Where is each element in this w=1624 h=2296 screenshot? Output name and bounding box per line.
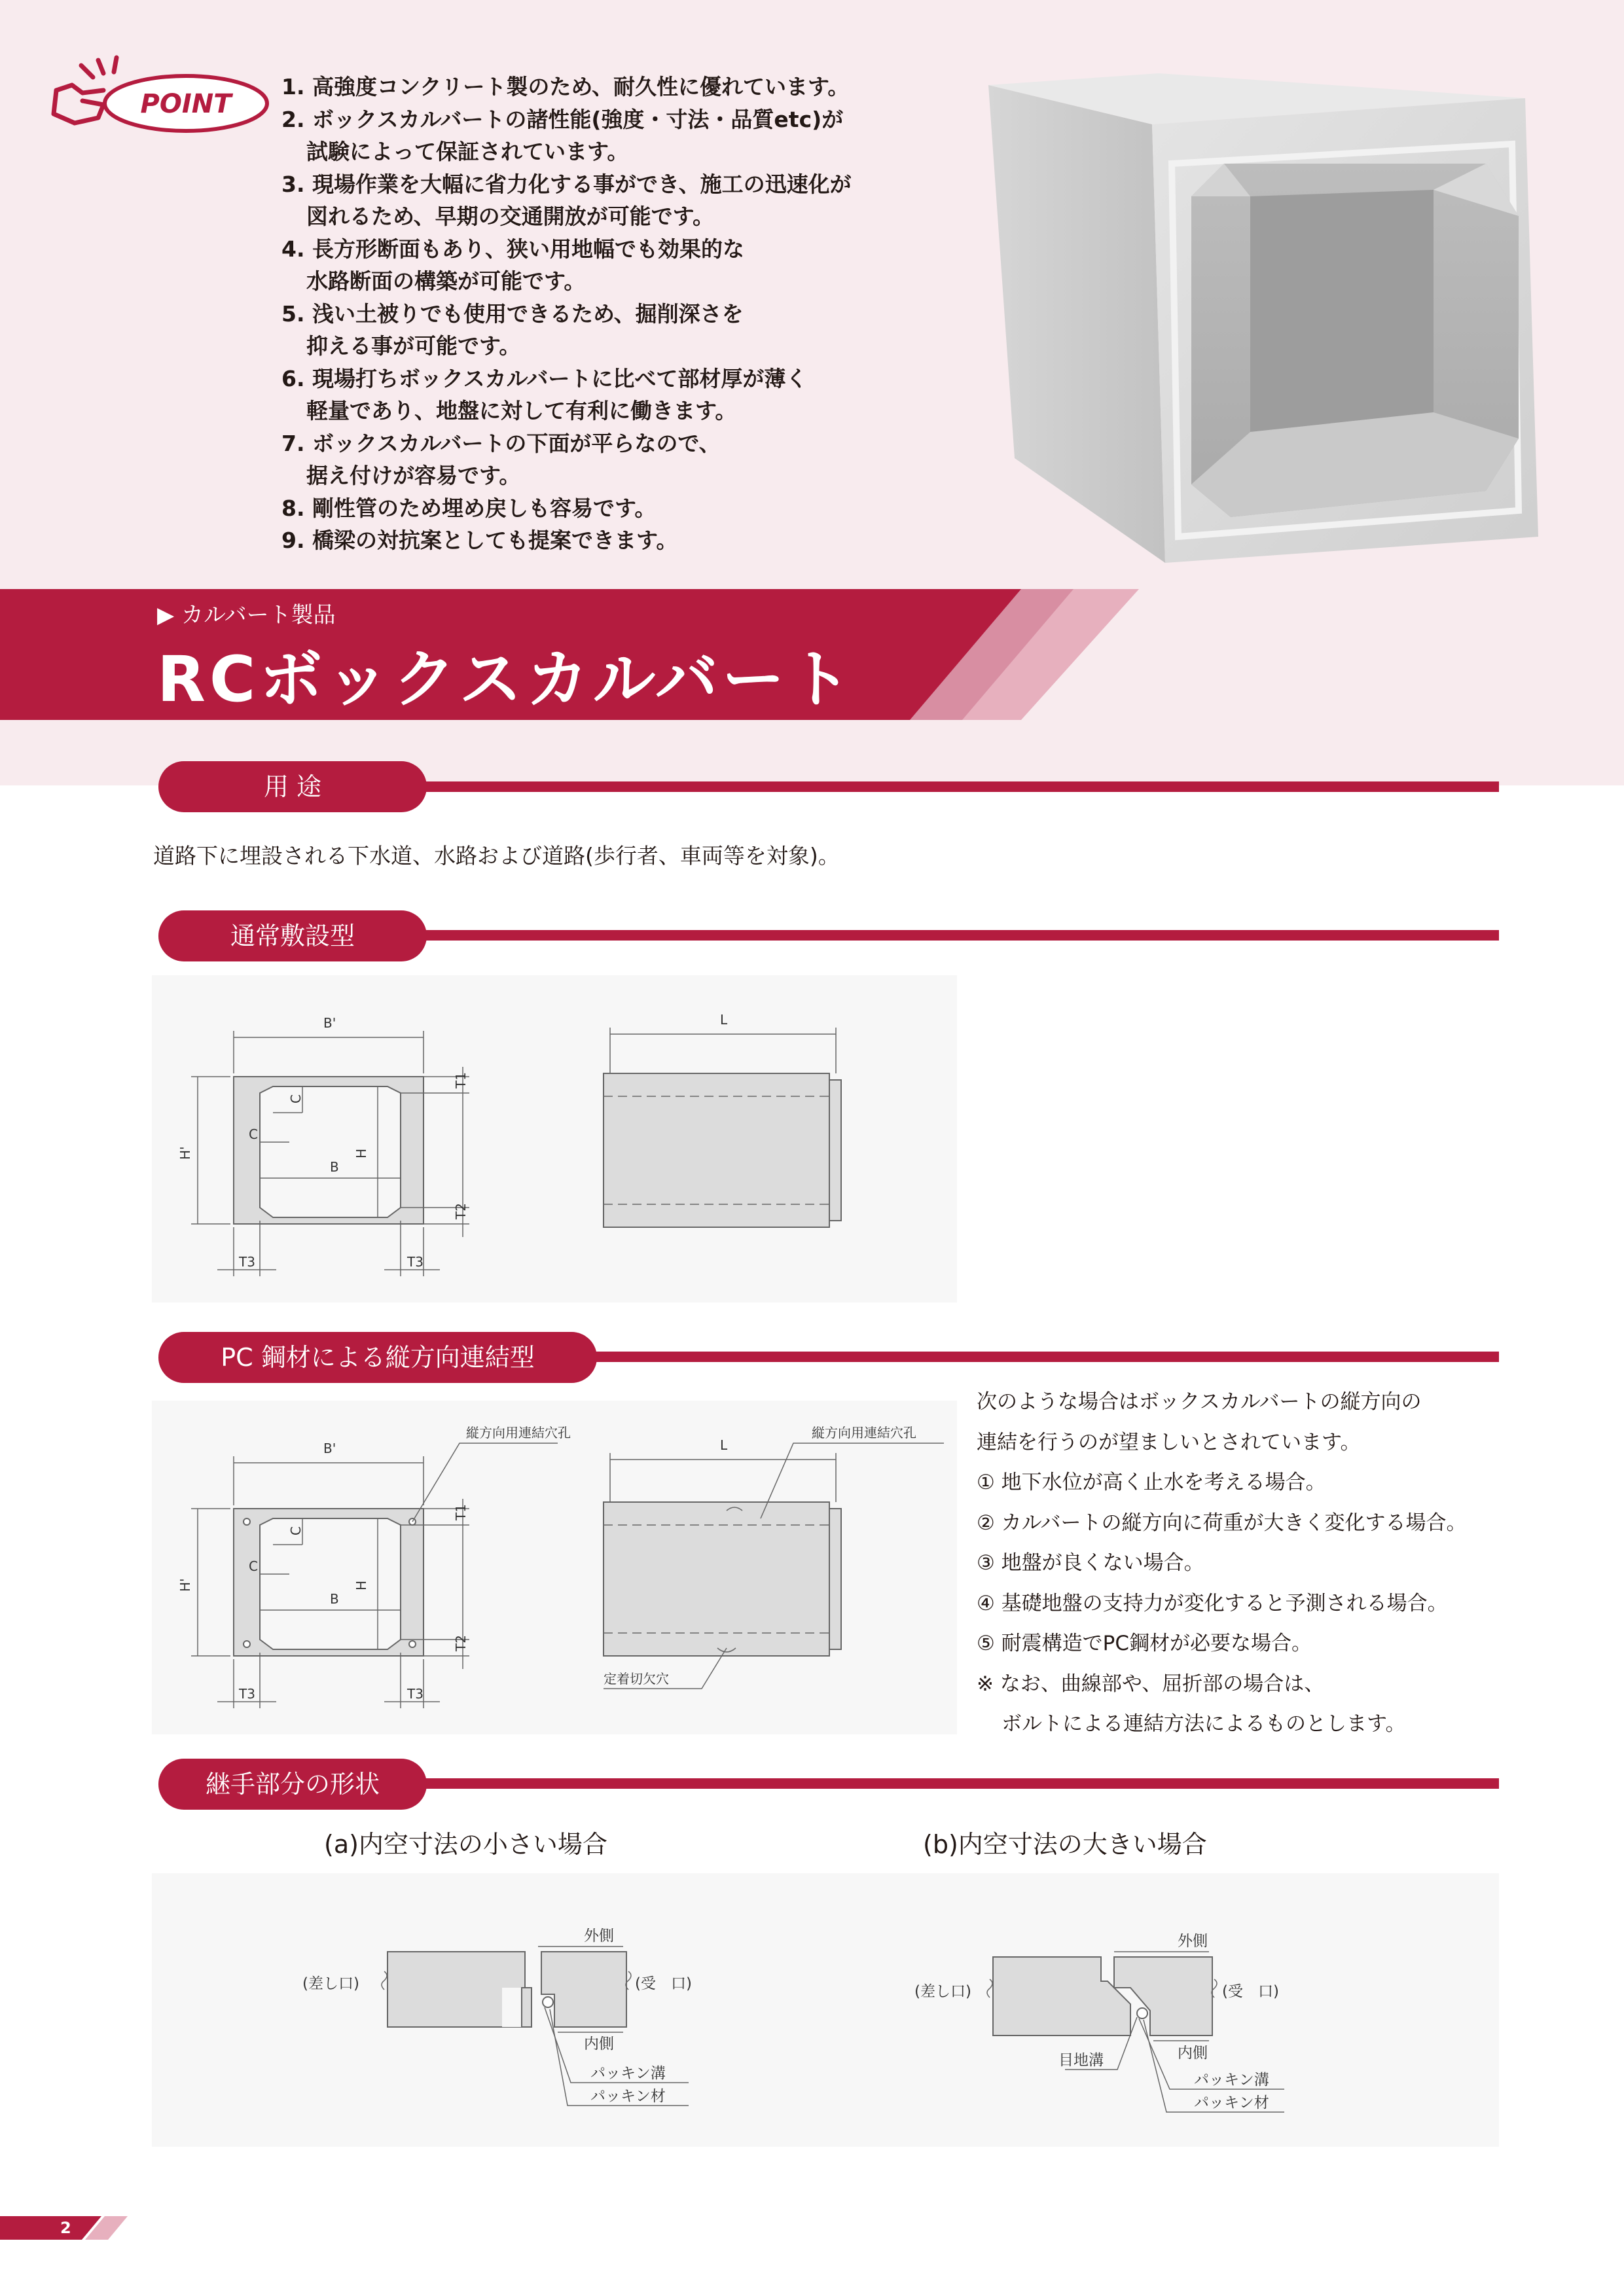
pc-case-4: ④ 基礎地盤の支持力が変化すると予測される場合。 — [977, 1591, 1448, 1615]
page-title: RCボックスカルバート — [157, 643, 856, 716]
pc-hole-label-right: 縦方向用連結穴孔 — [812, 1425, 916, 1441]
svg-text:L: L — [720, 1012, 728, 1028]
svg-text:T1: T1 — [453, 1504, 469, 1520]
svg-text:外側: 外側 — [584, 1928, 614, 1945]
svg-text:パッキン溝: パッキン溝 — [1194, 2072, 1269, 2089]
svg-text:T3: T3 — [407, 1254, 424, 1270]
point-item-5: 5. 浅い土被りでも使用できるため、掘削深さを 抑える事が可能です。 — [281, 300, 744, 359]
usage-text: 道路下に埋設される下水道、水路および道路(歩行者、車両等を対象)。 — [153, 843, 840, 869]
svg-text:パッキン溝: パッキン溝 — [590, 2065, 666, 2082]
svg-text:T1: T1 — [453, 1072, 469, 1088]
box-culvert-product-image — [975, 65, 1564, 576]
svg-text:(受 口): (受 口) — [635, 1975, 692, 1992]
normal-cross-section — [177, 1015, 469, 1276]
pc-type-figure — [152, 1401, 957, 1734]
point-item-6: 6. 現場打ちボックスカルバートに比べて部材厚が薄く 軽量であり、地盤に対して有利に働きます。 — [281, 365, 808, 423]
svg-text:B: B — [330, 1591, 339, 1607]
svg-text:C: C — [249, 1126, 258, 1142]
joint-heading: 継手部分の形状 — [158, 1759, 427, 1810]
normal-side-view — [604, 1012, 841, 1227]
normal-type-figure — [152, 975, 957, 1302]
point-item-7: 7. ボックスカルバートの下面が平らなので、 据え付けが容易です。 — [281, 430, 721, 488]
pc-case-3: ③ 地盤が良くない場合。 — [977, 1551, 1204, 1575]
joint-case-b-title: (b)内空寸法の大きい場合 — [923, 1830, 1207, 1859]
point-item-4: 4. 長方形断面もあり、狭い用地幅でも効果的な 水路断面の構築が可能です。 — [281, 236, 744, 294]
svg-text:(受 口): (受 口) — [1222, 1983, 1279, 2000]
svg-text:T2: T2 — [453, 1635, 469, 1651]
feature-point-list — [281, 71, 969, 557]
svg-text:H': H' — [177, 1578, 193, 1592]
pc-type-heading: PC 鋼材による縦方向連結型 — [158, 1332, 597, 1383]
svg-text:T3: T3 — [239, 1686, 255, 1702]
svg-text:L: L — [720, 1437, 728, 1453]
svg-text:H: H — [353, 1148, 369, 1158]
pc-case-1: ① 地下水位が高く止水を考える場合。 — [977, 1471, 1326, 1494]
svg-text:T2: T2 — [453, 1203, 469, 1219]
anchor-notch-label: 定着切欠穴 — [604, 1671, 669, 1687]
svg-text:H': H' — [177, 1146, 193, 1160]
pc-case-2: ② カルバートの縦方向に荷重が大きく変化する場合。 — [977, 1511, 1467, 1535]
svg-text:パッキン材: パッキン材 — [1194, 2094, 1269, 2111]
svg-text:B: B — [330, 1159, 339, 1175]
pc-hole-label-left: 縦方向用連結穴孔 — [466, 1425, 571, 1441]
svg-text:T3: T3 — [407, 1686, 424, 1702]
svg-text:内側: 内側 — [584, 2036, 614, 2053]
point-item-8: 8. 剛性管のため埋め戻しも容易です。 — [281, 495, 657, 521]
svg-text:(差し口): (差し口) — [914, 1983, 971, 2000]
svg-text:内側: 内側 — [1178, 2045, 1208, 2062]
point-badge — [43, 52, 272, 137]
joint-case-a-diagram — [302, 1928, 692, 2106]
joint-figure — [152, 1873, 1499, 2147]
svg-text:B': B' — [323, 1441, 336, 1456]
normal-type-heading: 通常敷設型 — [158, 910, 427, 961]
pc-case-5: ⑤ 耐震構造でPC鋼材が必要な場合。 — [977, 1632, 1312, 1655]
usage-heading: 用 途 — [158, 761, 427, 812]
joint-case-a-title: (a)内空寸法の小さい場合 — [324, 1830, 607, 1859]
point-item-1: 1. 高強度コンクリート製のため、耐久性に優れています。 — [281, 74, 850, 99]
svg-text:外側: 外側 — [1178, 1933, 1208, 1950]
svg-text:(差し口): (差し口) — [302, 1975, 359, 1992]
svg-text:B': B' — [323, 1015, 336, 1031]
pc-note: ※ なお、曲線部や、屈折部の場合は、 — [977, 1672, 1325, 1696]
page-number: 2 — [60, 2219, 71, 2237]
joint-case-b-diagram — [914, 1933, 1284, 2112]
point-item-9: 9. 橋梁の対抗案としても提案できます。 — [281, 528, 678, 553]
svg-text:目地溝: 目地溝 — [1058, 2052, 1104, 2069]
point-item-3: 3. 現場作業を大幅に省力化する事ができ、施工の迅速化が 図れるため、早期の交通開放が可能です。 — [281, 171, 852, 229]
svg-text:C: C — [288, 1094, 304, 1103]
category-label: ▶ カルバート製品 — [157, 602, 336, 628]
point-badge-text: POINT — [140, 89, 232, 119]
svg-text:パッキン材: パッキン材 — [590, 2088, 666, 2105]
svg-text:C: C — [249, 1558, 258, 1574]
svg-text:T3: T3 — [239, 1254, 255, 1270]
svg-text:C: C — [288, 1526, 304, 1535]
svg-text:H: H — [353, 1580, 369, 1590]
pc-cross-section — [177, 1425, 571, 1708]
pc-explanation: 次のような場合はボックスカルバートの縦方向の 連結を行うのが望ましいとされています。 ① 地下水位が高く止水を考える場合。 ② カルバートの縦方向に荷重が大きく変化する場合。 ③ 地盤が良くない場合。 ④ 基礎地盤の支持力が変化すると予測される場合。 ⑤ 耐震構造でPC鋼材が必要な場合。 ※ なお、曲線部や、屈折部の場合は、 ボルトによる連結方法によるものとします。 — [977, 1390, 1467, 1736]
point-item-2: 2. ボックスカルバートの諸性能(強度・寸法・品質etc)が 試験によって保証されています。 — [281, 106, 844, 164]
pc-side-view — [604, 1425, 944, 1689]
